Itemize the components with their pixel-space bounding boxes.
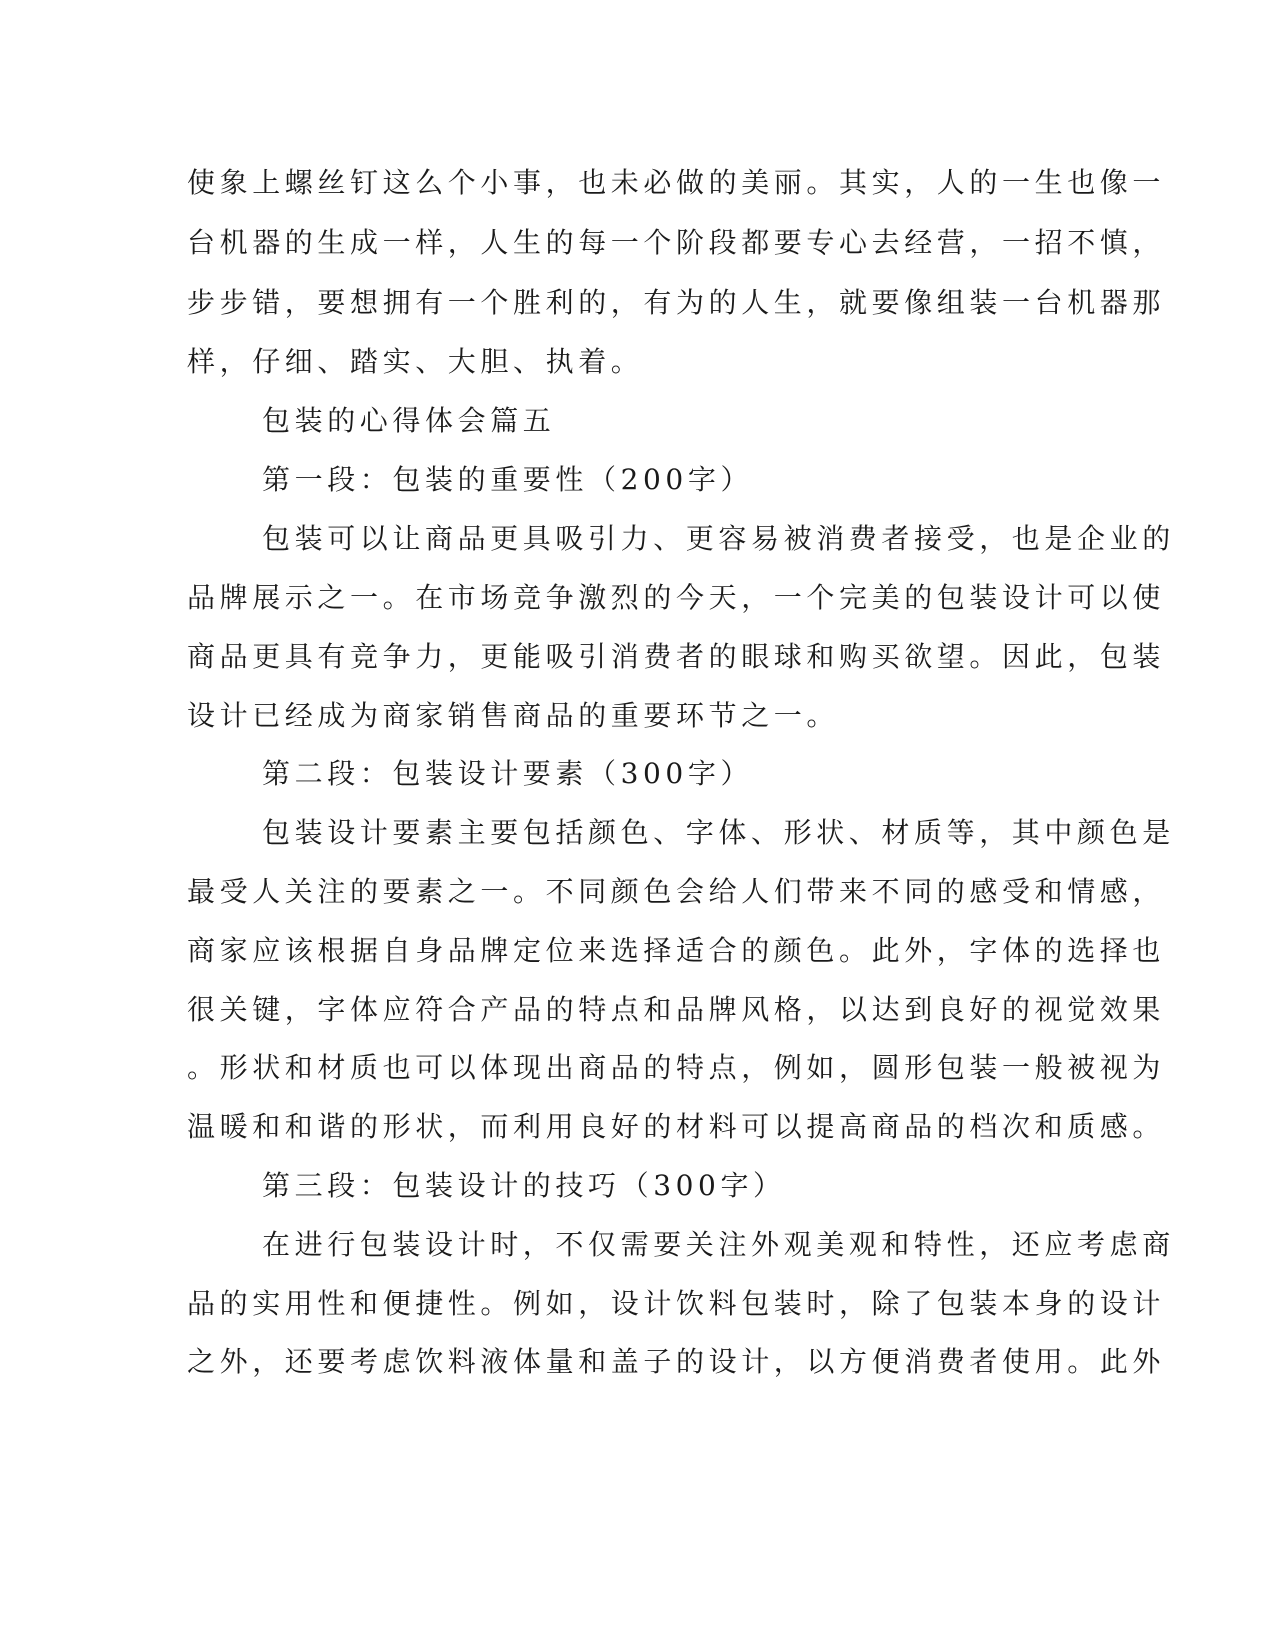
paragraph-line: 在进行包装设计时，不仅需要关注外观美观和特性，还应考虑商 [262,1228,1175,1261]
section-heading: 第三段：包装设计的技巧（300字） [262,1169,786,1202]
paragraph-line: 品牌展示之一。在市场竞争激烈的今天，一个完美的包装设计可以使 [187,581,1166,614]
paragraph-line: 样，仔细、踏实、大胆、执着。 [187,345,644,378]
paragraph-line: 。形状和材质也可以体现出商品的特点，例如，圆形包装一般被视为 [187,1051,1166,1084]
paragraph-line: 很关键，字体应符合产品的特点和品牌风格，以达到良好的视觉效果 [187,993,1166,1026]
paragraph-line: 包装设计要素主要包括颜色、字体、形状、材质等，其中颜色是 [262,816,1175,849]
paragraph-line: 步步错，要想拥有一个胜利的，有为的人生，就要像组装一台机器那 [187,286,1166,319]
paragraph-line: 台机器的生成一样，人生的每一个阶段都要专心去经营，一招不慎， [187,226,1166,259]
paragraph-line: 设计已经成为商家销售商品的重要环节之一。 [187,699,840,732]
section-title: 包装的心得体会篇五 [262,404,556,437]
paragraph-line: 商家应该根据自身品牌定位来选择适合的颜色。此外，字体的选择也 [187,934,1166,967]
paragraph-line: 之外，还要考虑饮料液体量和盖子的设计，以方便消费者使用。此外 [187,1345,1166,1378]
paragraph-line: 品的实用性和便捷性。例如，设计饮料包装时，除了包装本身的设计 [187,1287,1166,1320]
section-heading: 第一段：包装的重要性（200字） [262,463,754,496]
paragraph-line: 包装可以让商品更具吸引力、更容易被消费者接受，也是企业的 [262,522,1175,555]
paragraph-line: 商品更具有竞争力，更能吸引消费者的眼球和购买欲望。因此，包装 [187,640,1166,673]
section-heading: 第二段：包装设计要素（300字） [262,757,754,790]
paragraph-line: 最受人关注的要素之一。不同颜色会给人们带来不同的感受和情感， [187,875,1166,908]
paragraph-line: 使象上螺丝钉这么个小事，也未必做的美丽。其实，人的一生也像一 [187,166,1166,199]
paragraph-line: 温暖和和谐的形状，而利用良好的材料可以提高商品的档次和质感。 [187,1110,1166,1143]
